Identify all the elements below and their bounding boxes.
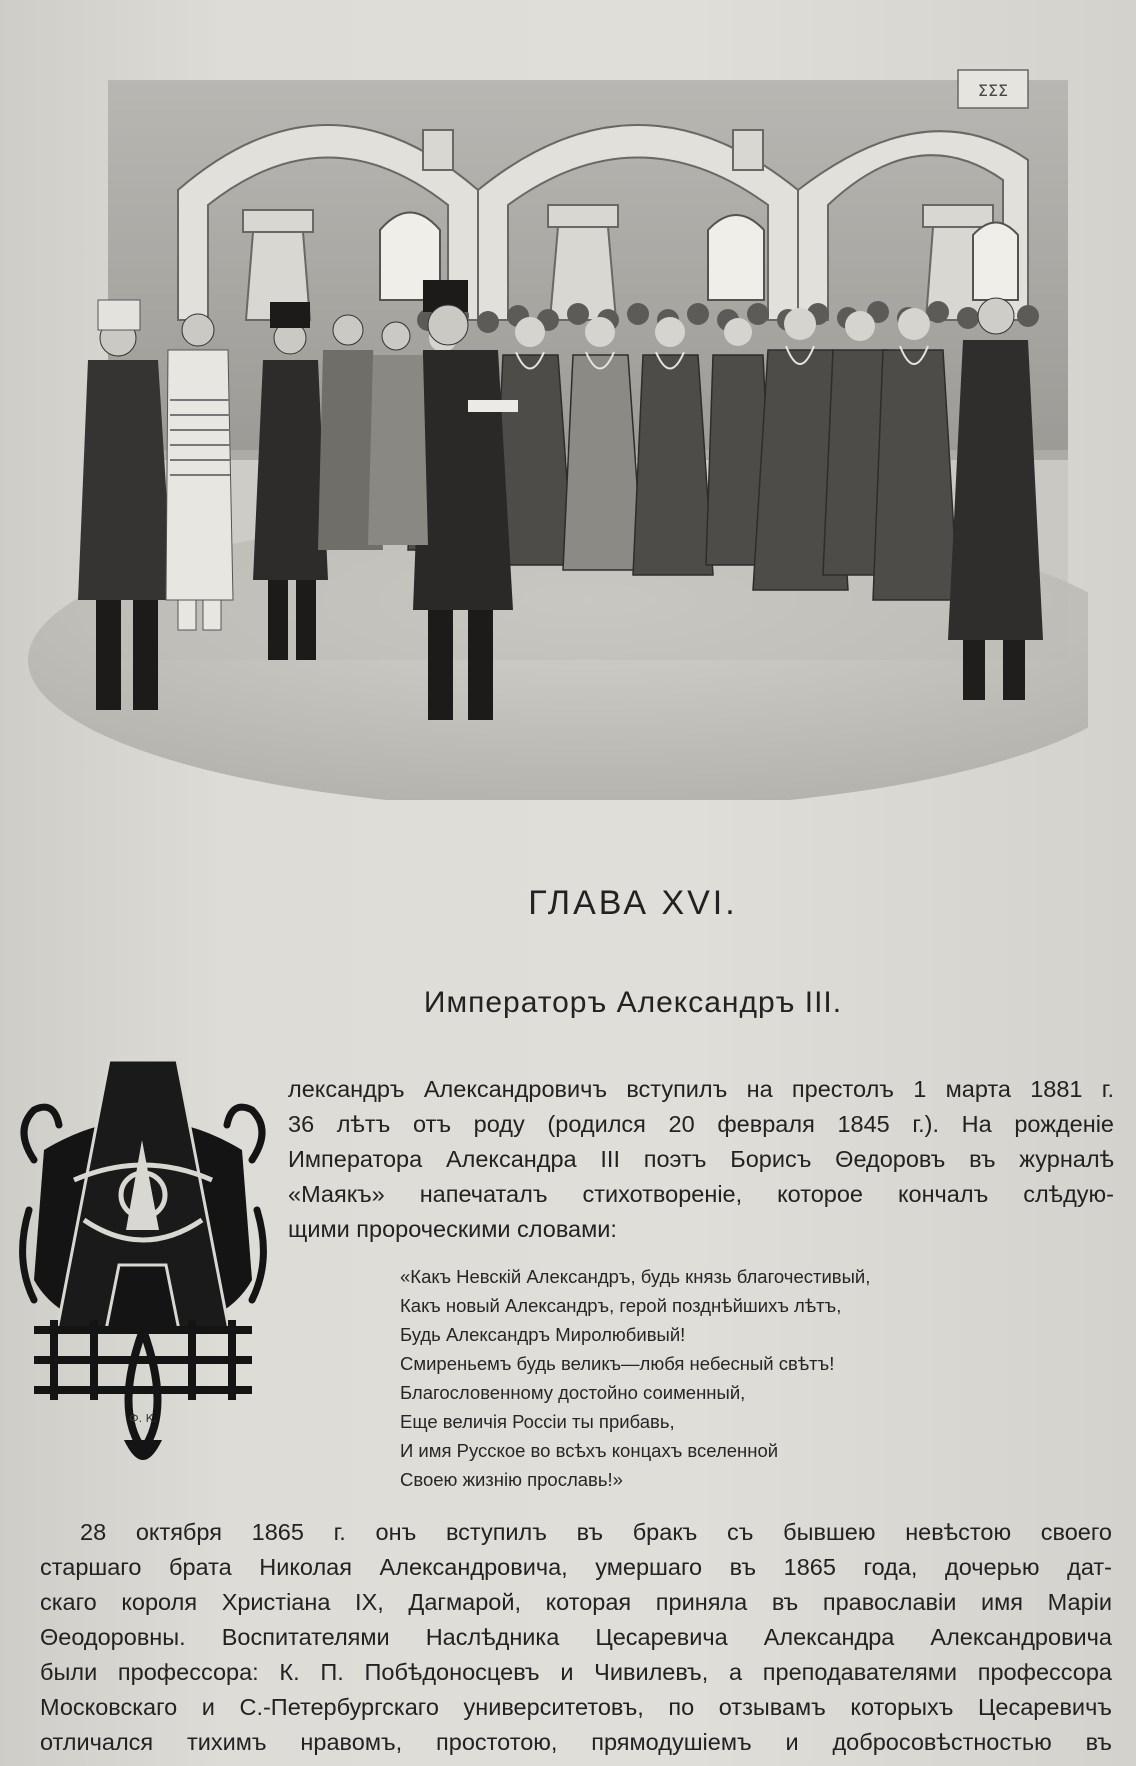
poem-line: «Какъ Невскій Александръ, будь князь благочестивый, [400, 1266, 871, 1287]
paragraph-line: щими пророческими словами: [288, 1216, 617, 1242]
plate-mark: ΣΣΣ [977, 81, 1009, 100]
ornamental-dropcap-icon [14, 1030, 272, 1482]
poem-line: Будь Александръ Миролюбивый! [400, 1324, 686, 1345]
paragraph-line: отличался тихимъ нравомъ, простотою, прямодушіемъ и добросовѣстностью въ [40, 1729, 1112, 1755]
poem-line: Благословенному достойно соименный, [400, 1382, 746, 1403]
paragraph-line: Императора Александра III поэтъ Борисъ Θедоровъ въ журналѣ [288, 1146, 1114, 1172]
chapter-heading: ГЛАВА XVI. [528, 884, 738, 922]
poem-line: Смиреньемъ будь великъ—любя небесный свѣтъ! [400, 1353, 835, 1374]
opening-paragraph [288, 1072, 1114, 1247]
poem-quotation [400, 1262, 1020, 1494]
second-paragraph [40, 1515, 1112, 1760]
paragraph-line: лександръ Александровичъ вступилъ на престолъ 1 марта 1881 г. [288, 1076, 1114, 1102]
paragraph-line: старшаго брата Николая Александровича, умершаго въ 1865 года, дочерью дат- [40, 1554, 1112, 1580]
paragraph-line: «Маякъ» напечаталъ стихотвореніе, которое кончалъ слѣдую- [288, 1181, 1114, 1207]
poem-line: Своею жизнію прославь!» [400, 1469, 623, 1490]
paragraph-line: 36 лѣтъ отъ роду (родился 20 февраля 1845 г.). На рожденіе [288, 1111, 1114, 1137]
paragraph-line: 28 октября 1865 г. онъ вступилъ въ бракъ съ бывшею невѣстою своего [80, 1519, 1112, 1545]
poem-line: Какъ новый Александръ, герой позднѣйшихъ лѣтъ, [400, 1295, 842, 1316]
paragraph-line: скаго короля Христіана IX, Дагмарой, которая приняла въ православіи имя Маріи [40, 1589, 1112, 1615]
paragraph-line: Московскаго и С.-Петербургскаго университетовъ, по отзывамъ которыхъ Цесаревичъ [40, 1694, 1112, 1720]
paragraph-line: были профессора: К. П. Побѣдоносцевъ и Чивилевъ, а преподавателями профессора [40, 1659, 1112, 1685]
chapter-subtitle: Императоръ Александръ III. [423, 986, 843, 1019]
paragraph-line: Θеодоровны. Воспитателями Наслѣдника Цесаревича Александра Александровича [40, 1624, 1112, 1650]
poem-line: Еще величія Россіи ты прибавь, [400, 1411, 675, 1432]
dropcap-monogram: Ф. К. [129, 1412, 157, 1425]
poem-line: И имя Русское во всѣхъ концахъ вселенной [400, 1440, 779, 1461]
engraving-illustration [28, 20, 1088, 800]
